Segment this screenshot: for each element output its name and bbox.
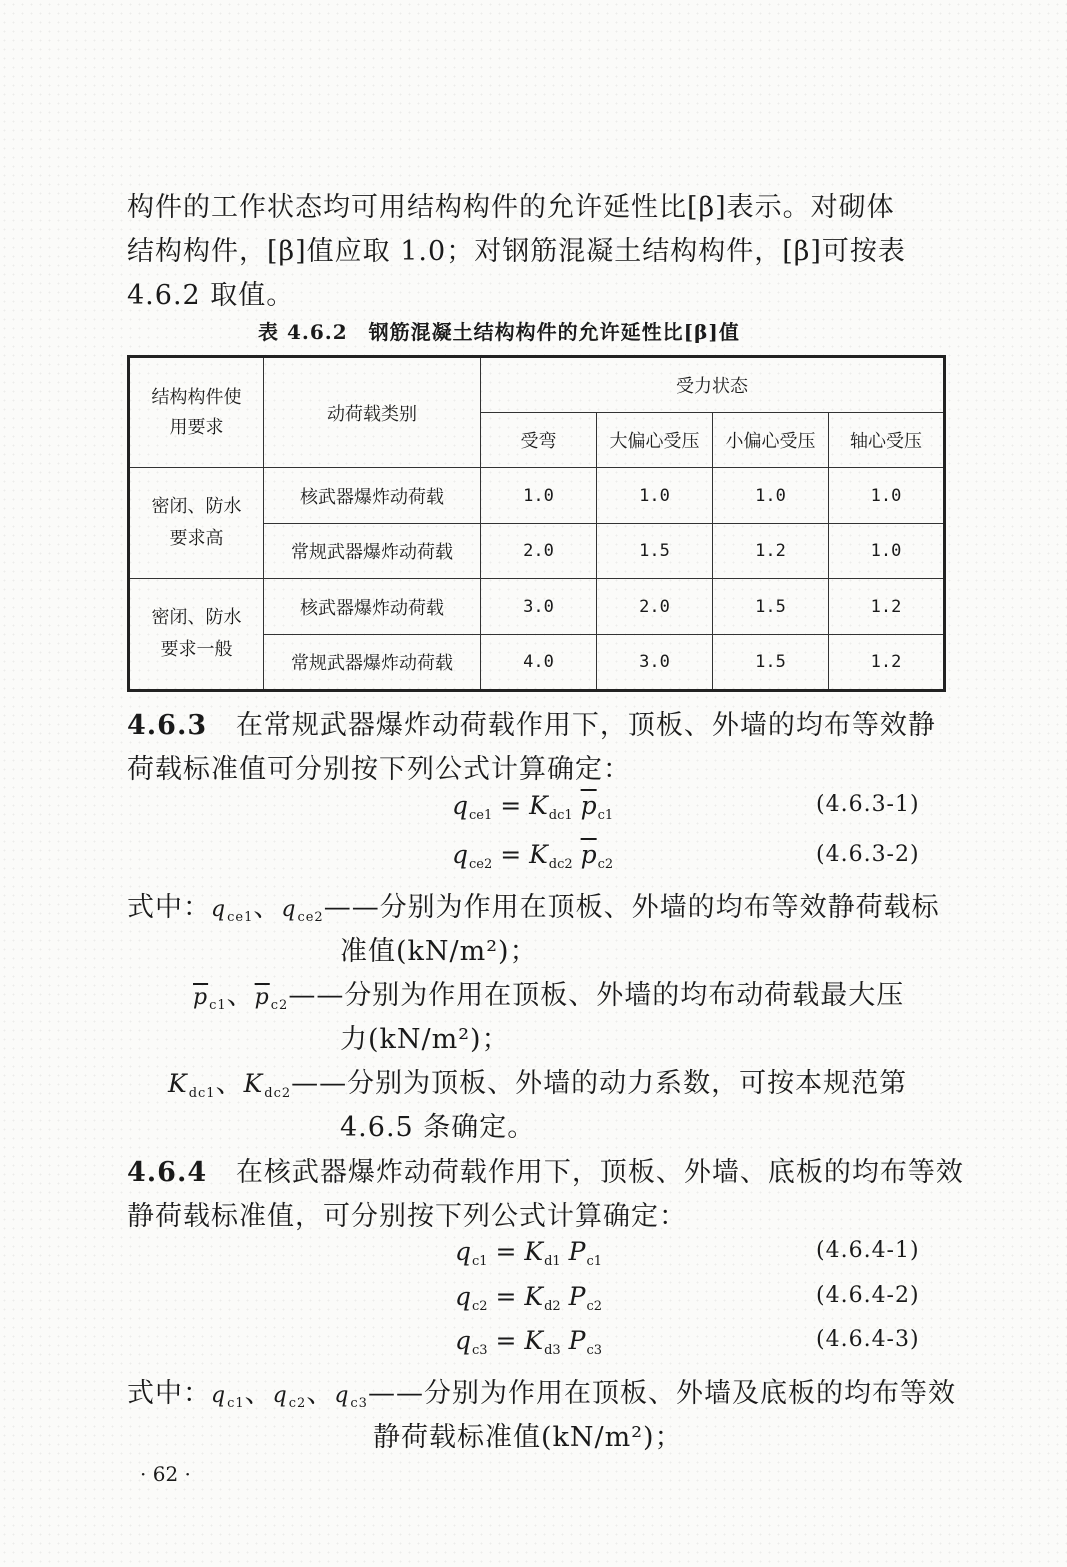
- where-prefix: 式中：: [127, 1378, 211, 1409]
- table-cell: 1.2: [713, 524, 829, 579]
- table-cell: 2.0: [481, 524, 597, 579]
- def-cont-2: 力(kN/m²)；: [340, 1024, 510, 1055]
- def-cont-464: 静荷载标准值(kN/m²)；: [373, 1422, 683, 1453]
- where-line-464: 式中：$q_{c1}$、$q_{c2}$、$q_{c3}——$分别为作用在顶板、外墙及底板的均布等效: [127, 1378, 956, 1411]
- equation-463-1: $q_{ce1} = K_{dc1}$ $\overline{p}_{c1}$: [452, 791, 614, 823]
- equation-464-1: $q_{c1} = K_{d1}$ $P_{c1}$: [455, 1237, 603, 1269]
- section-463-line-2: 荷载标准值可分别按下列公式计算确定：: [127, 754, 631, 785]
- intro-line-1: 构件的工作状态均可用结构构件的允许延性比[β]表示。对砌体: [127, 192, 895, 223]
- load-type-cell: 核武器爆炸动荷载: [264, 579, 481, 635]
- section-text: 在常规武器爆炸动荷载作用下，顶板、外墙的均布等效静: [235, 710, 936, 741]
- requirement-high: 密闭、防水要求高: [129, 468, 264, 579]
- equation-464-2: $q_{c2} = K_{d2}$ $P_{c2}$: [455, 1282, 603, 1314]
- load-type-cell: 核武器爆炸动荷载: [264, 468, 481, 524]
- section-number: 4.6.4: [127, 1157, 208, 1188]
- def-text: ——分别为作用在顶板、外墙的均布等效静荷载标: [323, 892, 940, 923]
- equation-label: (4.6.3-2): [816, 842, 920, 867]
- page-number: · 62 ·: [140, 1462, 191, 1486]
- subheader-large-eccentric: 大偏心受压: [597, 413, 713, 468]
- header-requirement: 结构构件使用要求: [129, 357, 264, 468]
- table-cell: 1.0: [597, 468, 713, 524]
- header-stress-state: 受力状态: [481, 357, 945, 413]
- header-load-type: 动荷载类别: [264, 357, 481, 468]
- subheader-small-eccentric: 小偏心受压: [713, 413, 829, 468]
- def-cont-1: 准值(kN/m²)；: [340, 936, 538, 967]
- table-cell: 1.2: [829, 579, 945, 635]
- section-number: 4.6.3: [127, 710, 208, 741]
- ductility-table: [127, 355, 946, 692]
- def-cont-3: 4.6.5 条确定。: [340, 1112, 536, 1143]
- load-type-cell: 常规武器爆炸动荷载: [264, 524, 481, 579]
- intro-line-3: 4.6.2 取值。: [127, 280, 295, 311]
- table-cell: 1.2: [829, 635, 945, 691]
- equation-label: (4.6.4-1): [816, 1238, 920, 1263]
- table-cell: 3.0: [597, 635, 713, 691]
- section-464-line-2: 静荷载标准值，可分别按下列公式计算确定：: [127, 1201, 687, 1232]
- intro-line-2: 结构构件，[β]值应取 1.0；对钢筋混凝土结构构件，[β]可按表: [127, 236, 906, 267]
- table-cell: 2.0: [597, 579, 713, 635]
- table-caption: 表 4.6.2 钢筋混凝土结构构件的允许延性比[β]值: [258, 320, 740, 344]
- def-text: ——分别为作用在顶板、外墙的均布动荷载最大压: [288, 980, 905, 1011]
- equation-464-3: $q_{c3} = K_{d3}$ $P_{c3}$: [455, 1326, 603, 1358]
- where-prefix: 式中：: [127, 892, 211, 923]
- section-text: 在核武器爆炸动荷载作用下，顶板、外墙、底板的均布等效: [235, 1157, 964, 1188]
- requirement-general: 密闭、防水要求一般: [129, 579, 264, 691]
- equation-label: (4.6.4-3): [816, 1327, 920, 1352]
- subheader-bending: 受弯: [481, 413, 597, 468]
- load-type-cell: 常规武器爆炸动荷载: [264, 635, 481, 691]
- table-cell: 1.0: [481, 468, 597, 524]
- table-cell: 4.0: [481, 635, 597, 691]
- section-464-line-1: [127, 1150, 964, 1189]
- table-cell: 1.0: [829, 524, 945, 579]
- table-cell: 1.5: [597, 524, 713, 579]
- equation-label: (4.6.4-2): [816, 1283, 920, 1308]
- equation-463-2: $q_{ce2} = K_{dc2}$ $\overline{p}_{c2}$: [452, 840, 614, 872]
- table-cell: 1.0: [829, 468, 945, 524]
- table-cell: 3.0: [481, 579, 597, 635]
- def-text: ——分别为顶板、外墙的动力系数，可按本规范第: [291, 1068, 908, 1099]
- def-text: ——分别为作用在顶板、外墙及底板的均布等效: [367, 1378, 956, 1409]
- where-line-2: $\overline{p}_{c1}$、$\overline{p}_{c2}——$分别为作用在顶板、外墙的均布动荷载最大压: [193, 980, 905, 1013]
- table-cell: 1.0: [713, 468, 829, 524]
- subheader-axial: 轴心受压: [829, 413, 945, 468]
- table-cell: 1.5: [713, 635, 829, 691]
- where-line-1: 式中：$q_{ce1}$、$q_{ce2}——$分别为作用在顶板、外墙的均布等效静荷载标: [127, 892, 940, 925]
- table-cell: 1.5: [713, 579, 829, 635]
- where-line-3: $K_{dc1}$、$K_{dc2}——$分别为顶板、外墙的动力系数，可按本规范第: [168, 1068, 908, 1101]
- equation-label: (4.6.3-1): [816, 792, 920, 817]
- section-463-line-1: [127, 703, 936, 742]
